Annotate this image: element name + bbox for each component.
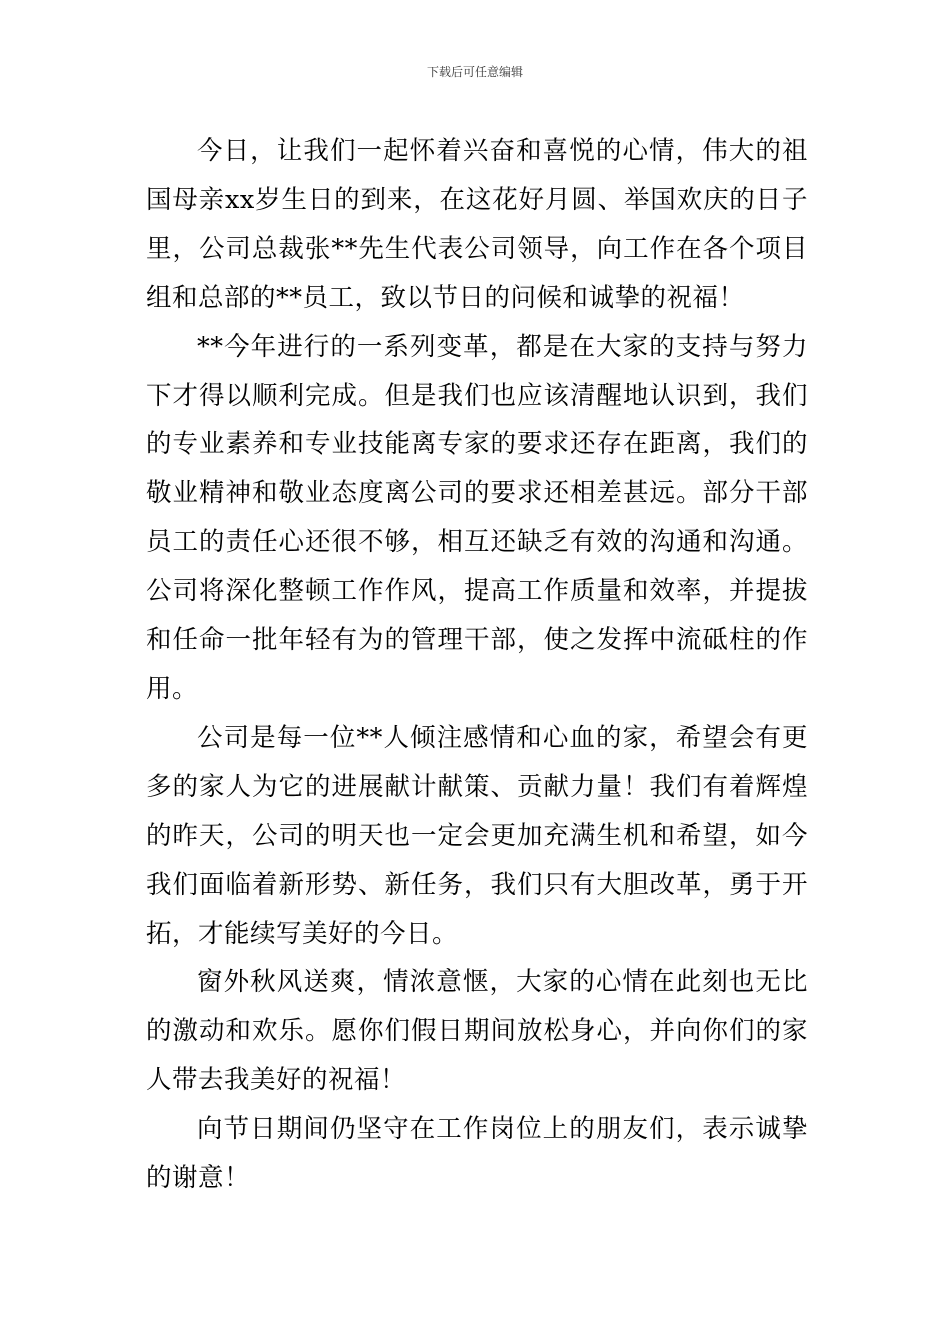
paragraph-3: 公司是每一位**人倾注感情和心血的家，希望会有更多的家人为它的进展献计献策、贡献力量！我们有着辉煌的昨天，公司的明天也一定会更加充满生机和希望，如今我们面临着新形势、新任务，我们只有大胆改革，勇于开拓，才能续写美好的今日。 (146, 722, 808, 949)
header-note: 下载后可任意编辑 (426, 65, 523, 79)
paragraph-1: 今日，让我们一起怀着兴奋和喜悦的心情，伟大的祖国母亲xx岁生日的到来，在这花好月圆、举国欢庆的日子里，公司总裁张**先生代表公司领导，向工作在各个项目组和总部的**员工，致以节日的问候和诚挚的祝福！ (146, 136, 808, 313)
paragraph-2: **今年进行的一系列变革，都是在大家的支持与努力下才得以顺利完成。但是我们也应该清醒地认识到，我们的专业素养和专业技能离专家的要求还存在距离，我们的敬业精神和敬业态度离公司的要求还相差甚远。部分干部员工的责任心还很不够，相互还缺乏有效的沟通和沟通。公司将深化整顿工作作风，提高工作质量和效率，并提拔和任命一批年轻有为的管理干部，使之发挥中流砥柱的作用。 (146, 331, 808, 704)
document-body (146, 127, 808, 1203)
paragraph-5: 向节日期间仍坚守在工作岗位上的朋友们，表示诚挚的谢意！ (146, 1114, 808, 1194)
paragraph-4: 窗外秋风送爽，情浓意惬，大家的心情在此刻也无比的激动和欢乐。愿你们假日期间放松身心，并向你们的家人带去我美好的祝福！ (146, 967, 808, 1096)
